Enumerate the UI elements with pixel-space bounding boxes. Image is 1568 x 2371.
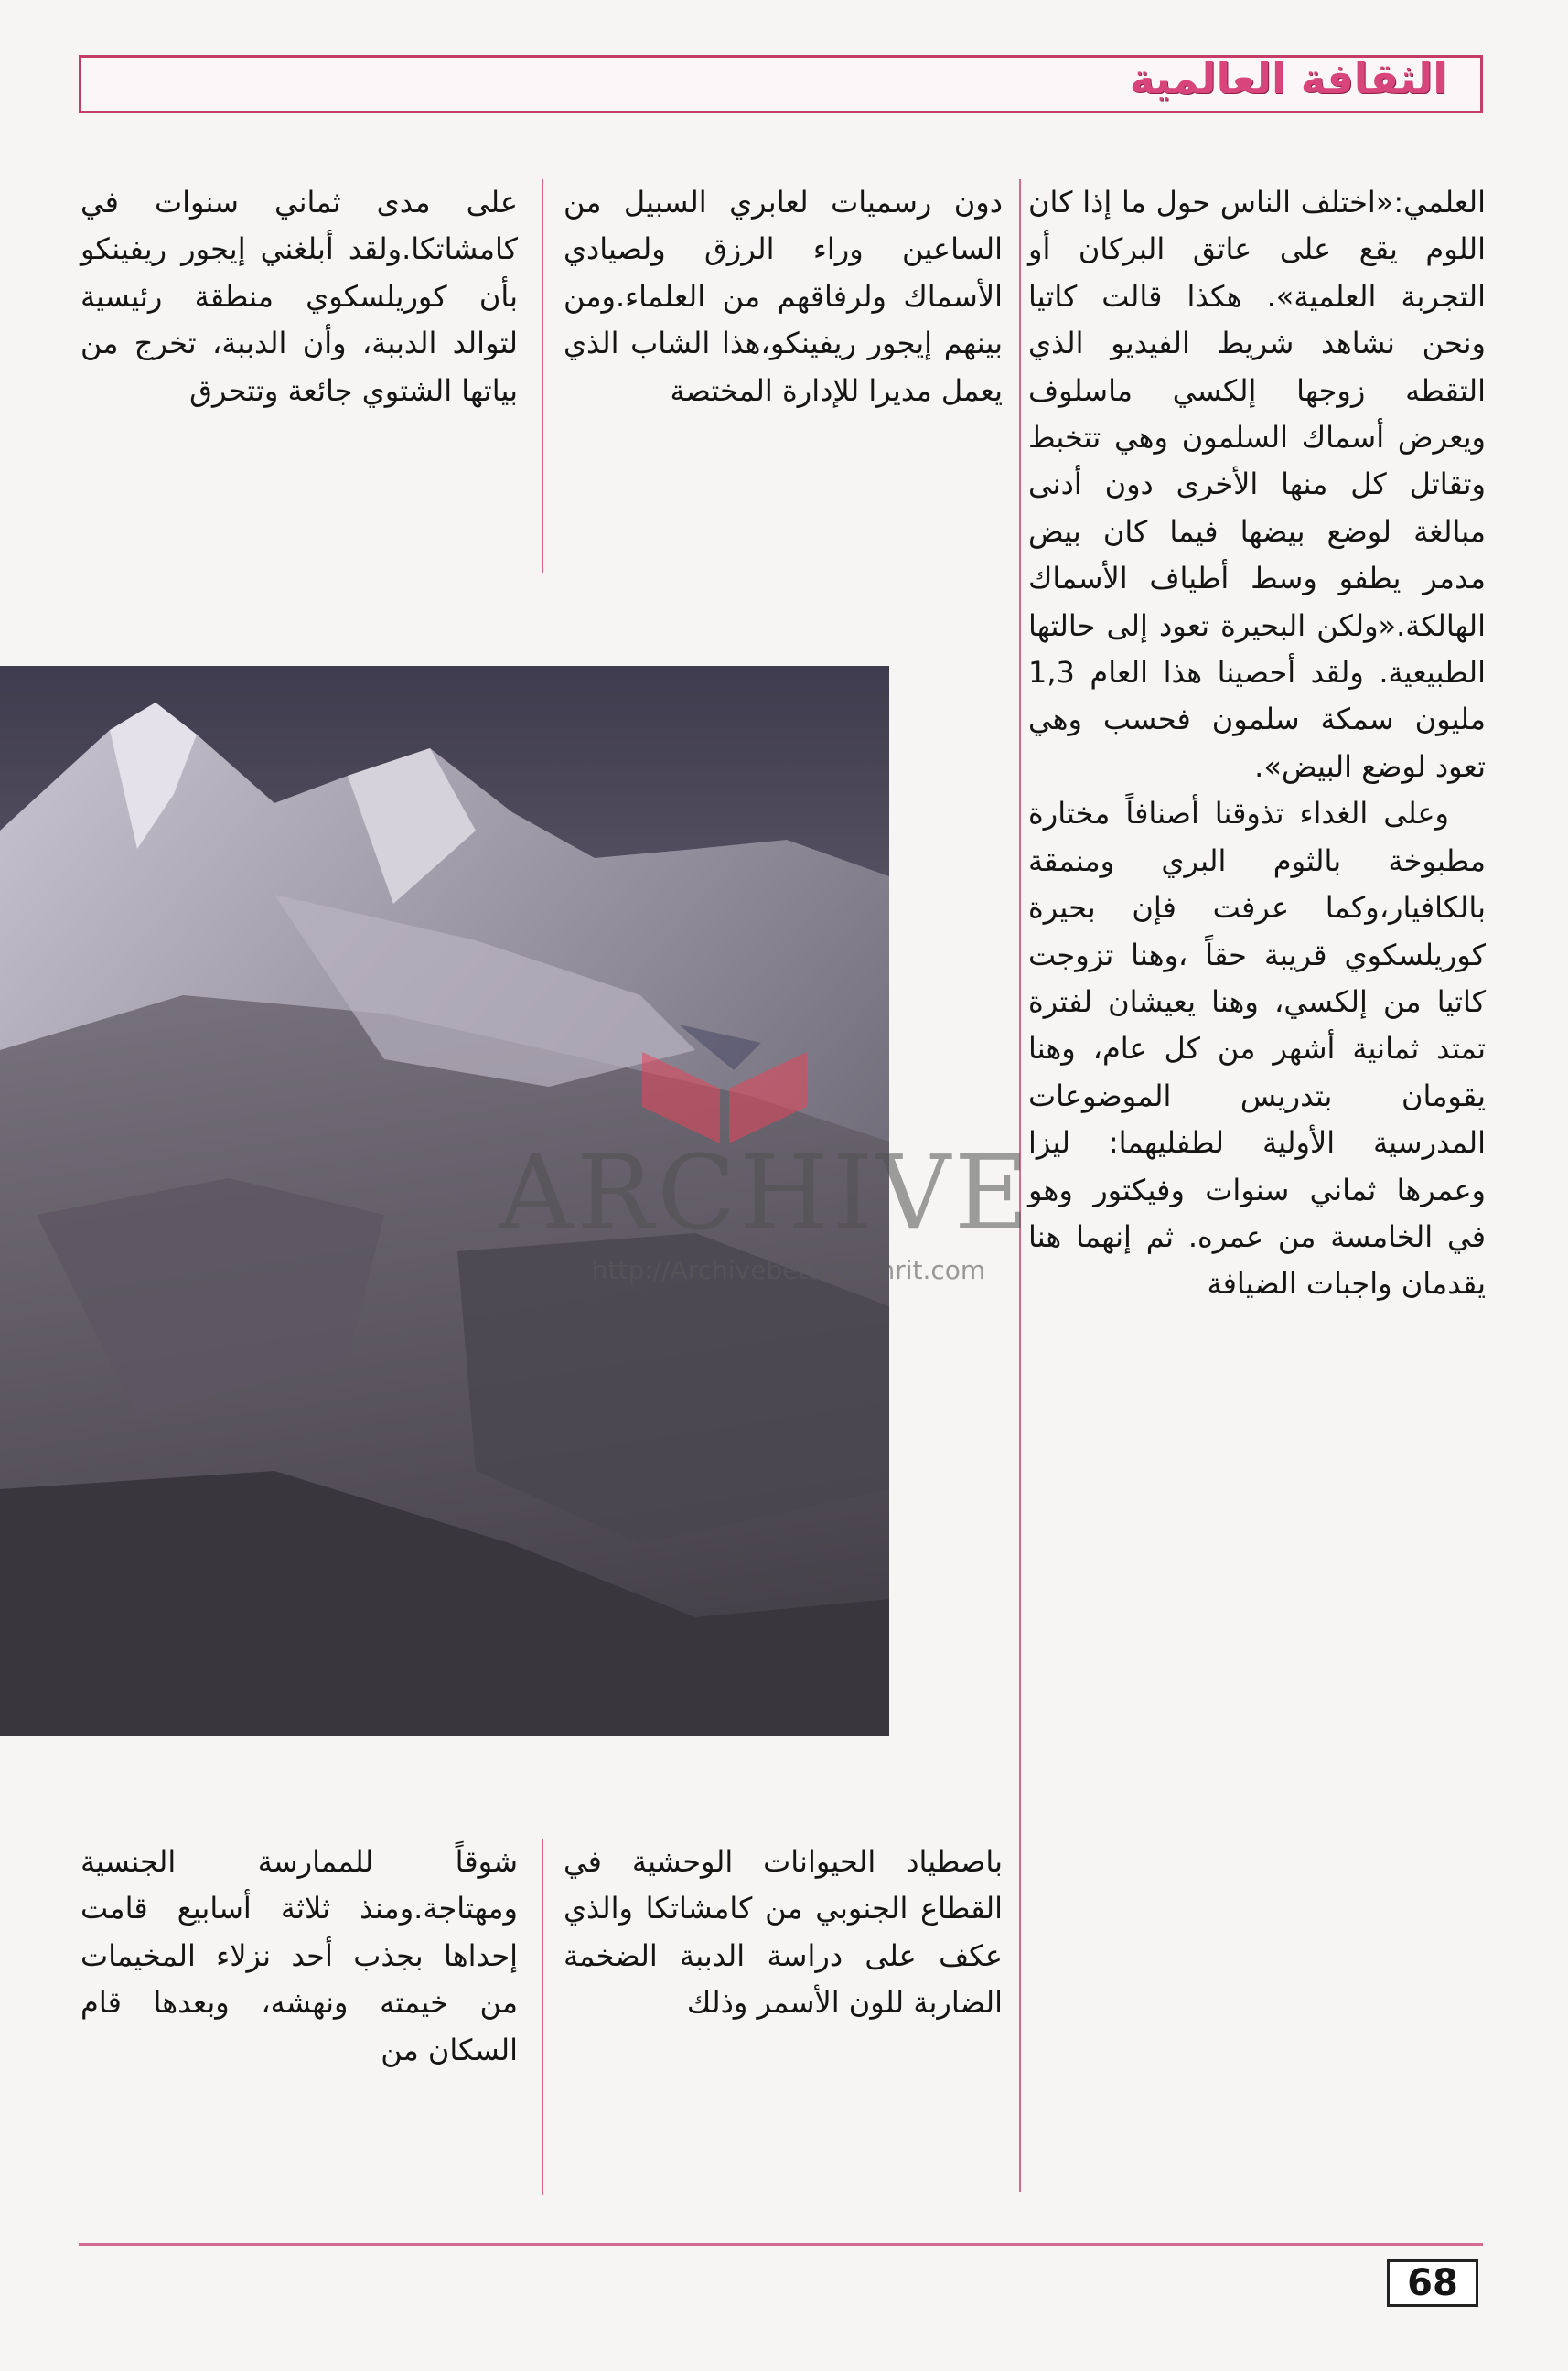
paragraph-middle-bottom: باصطياد الحيوانات الوحشية في القطاع الجنوبي من كامشاتكا والذي عكف على دراسة الدببة الضخمة الضاربة للون الأسمر وذلك — [564, 1844, 1003, 2021]
archive-watermark — [450, 997, 1081, 1345]
paragraph-left-top: على مدى ثماني سنوات في كامشاتكا.ولقد أبلغني إيجور ريفينكو بأن كوريلسكوي منطقة رئيسية لتوالد الدببة، وأن الدببة، تخرج من بياتها الشتوي جائعة وتتحرق — [81, 185, 518, 408]
page-number: 68 — [1387, 2259, 1478, 2307]
section-title: الثقافة العالمية — [1129, 54, 1447, 103]
paragraph-middle-top: دون رسميات لعابري السبيل من الساعين وراء الرزق ولصيادي الأسماك ولرفاقهم من العلماء.ومن بينهم إيجور ريفينكو،هذا الشاب الذي يعمل مديرا للإدارة المختصة — [564, 185, 1003, 408]
column-middle-bottom — [564, 1839, 1003, 2027]
book-logo-icon — [624, 1015, 825, 1143]
column-divider-left-top — [542, 179, 543, 573]
watermark-url: http://Archivebeta.Sakhrit.com — [591, 1255, 986, 1285]
watermark-text: ARCHIVE — [499, 1134, 1033, 1253]
column-right — [1028, 179, 1486, 1308]
column-divider-left-bottom — [542, 1839, 543, 2195]
paragraph-left-bottom: شوقاً للممارسة الجنسية ومهتاجة.ومنذ ثلاثة أسابيع قامت إحداها بجذب أحد نزلاء المخيمات من خيمته ونهشه، وبعدها قام السكان من — [81, 1844, 518, 2067]
column-left-top — [81, 179, 518, 414]
section-header — [79, 55, 1483, 113]
paragraph-2: وعلى الغداء تذوقنا أصنافاً مختارة مطبوخة بالثوم البري ومنمقة بالكافيار،وكما عرفت فإن بحيرة كوريلسكوي قريبة حقاً ،وهنا تزوجت كاتيا من إلكسي، وهنا يعيشان لفترة تمتد ثمانية أشهر من كل عام، وهنا يقومان بتدريس الموضوعات المدرسية الأولية لطفليهما: ليزا وعمرها ثماني سنوات وفيكتور وهو في الخامسة من عمره. ثم إنهما هنا يقدمان واجبات الضيافة — [1028, 796, 1486, 1302]
paragraph-1: العلمي:«اختلف الناس حول ما إذا كان اللوم يقع على عاتق البركان أو التجربة العلمية». هكذا قالت كاتيا ونحن نشاهد شريط الفيديو الذي التقطه زوجها إلكسي ماسلوف ويعرض أسماك السلمون وهي تتخبط وتقاتل كل منها الأخرى دون أدنى مبالغة لوضع بيضها فيما كان بيض مدمر يطفو وسط أطياف الأسماك الهالكة.«ولكن البحيرة تعود إلى حالتها الطبيعية. ولقد أحصينا هذا العام 1,3 مليون سمكة سلمون فحسب وهي تعود لوضع البيض». — [1028, 185, 1486, 784]
column-left-bottom — [81, 1839, 518, 2074]
column-middle-top — [564, 179, 1003, 414]
footer-rule — [79, 2243, 1483, 2246]
